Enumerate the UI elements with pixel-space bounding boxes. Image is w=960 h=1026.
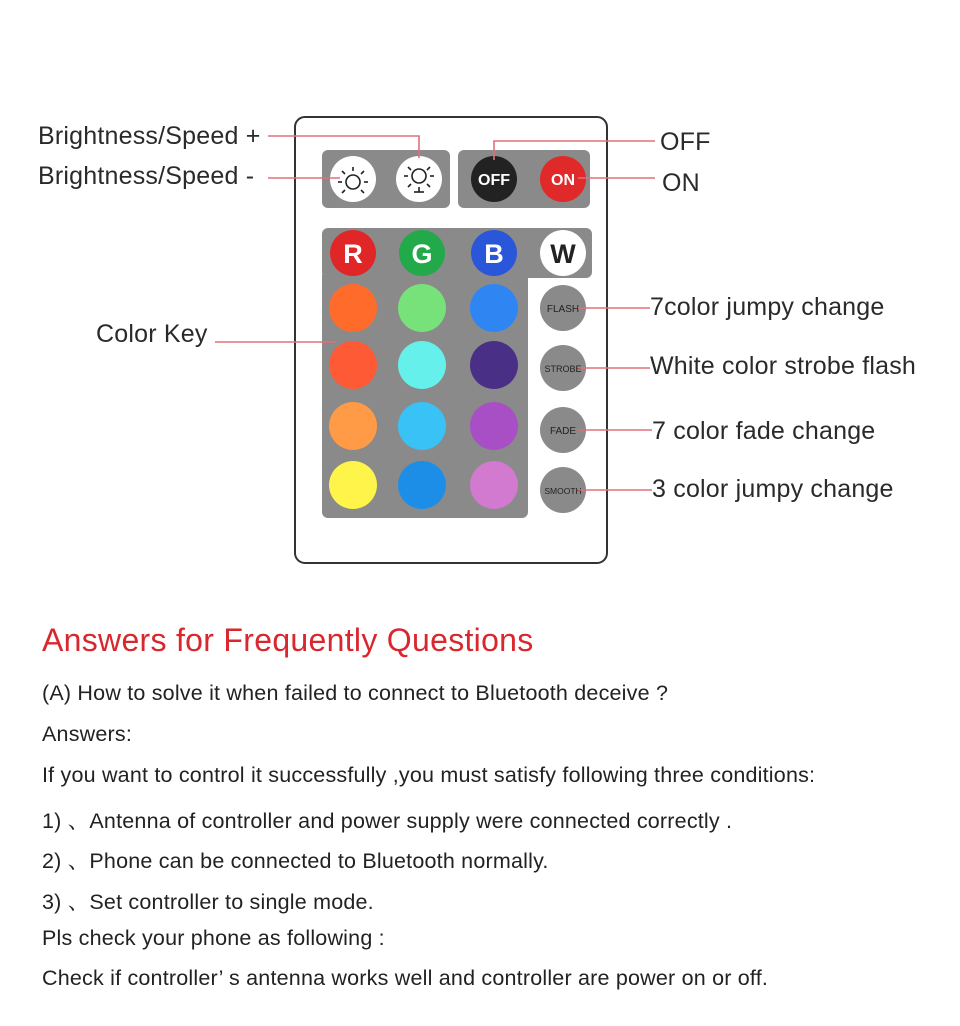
color-key-button[interactable] [329,402,377,450]
faq-question: (A) How to solve it when failed to connect to Bluetooth deceive ? [42,681,669,705]
faq-condition-2: 2) 、Phone can be connected to Bluetooth normally. [42,849,549,873]
strobe-callout-label: White color strobe flash [650,352,917,380]
w-button-label: W [550,239,576,269]
fade-button-label: FADE [549,426,577,437]
b-button[interactable] [471,230,517,276]
color-key-button[interactable] [329,461,377,509]
brightness-plus-label: Brightness/Speed + [38,122,261,150]
on-callout-label: ON [662,169,700,197]
faq-line: Check if controller’ s antenna works well and controller are power on or off. [42,966,769,990]
off-button-label: OFF [478,172,510,189]
color-key-button[interactable] [398,341,446,389]
color-key-label: Color Key [96,320,208,348]
brightness-minus-label: Brightness/Speed - [38,162,255,190]
color-key-button[interactable] [470,284,518,332]
color-key-button[interactable] [470,461,518,509]
faq-answers-heading: Answers: [42,722,133,746]
r-button[interactable] [330,230,376,276]
color-key-button[interactable] [398,402,446,450]
smooth-button-label: SMOOTH [544,486,582,496]
g-button[interactable] [399,230,445,276]
flash-button-label: FLASH [546,304,580,315]
brightness-up-button[interactable] [396,156,442,202]
smooth-callout-label: 3 color jumpy change [652,475,894,503]
faq-line: Pls check your phone as following : [42,926,385,950]
on-button-label: ON [551,172,575,189]
off-callout-label: OFF [660,128,711,156]
strobe-button-label: STROBE [544,364,582,374]
flash-callout-label: 7color jumpy change [650,293,885,321]
color-key-button[interactable] [329,284,377,332]
faq-title: Answers for Frequently Questions [42,622,534,658]
on-button[interactable] [540,156,586,202]
r-button-label: R [343,239,363,269]
color-key-button[interactable] [398,461,446,509]
fade-callout-label: 7 color fade change [652,417,876,445]
faq-condition-1: 1) 、Antenna of controller and power supply were connected correctly . [42,809,733,833]
color-key-button[interactable] [470,402,518,450]
faq-condition-3: 3) 、Set controller to single mode. [42,890,374,914]
brightness-down-button[interactable] [330,156,376,202]
faq-line: If you want to control it successfully ,you must satisfy following three conditions: [42,763,816,787]
b-button-label: B [484,239,504,269]
color-key-button[interactable] [470,341,518,389]
g-button-label: G [411,239,433,269]
w-button[interactable] [540,230,586,276]
off-button[interactable] [471,156,517,202]
color-key-button[interactable] [398,284,446,332]
color-key-button[interactable] [329,341,377,389]
